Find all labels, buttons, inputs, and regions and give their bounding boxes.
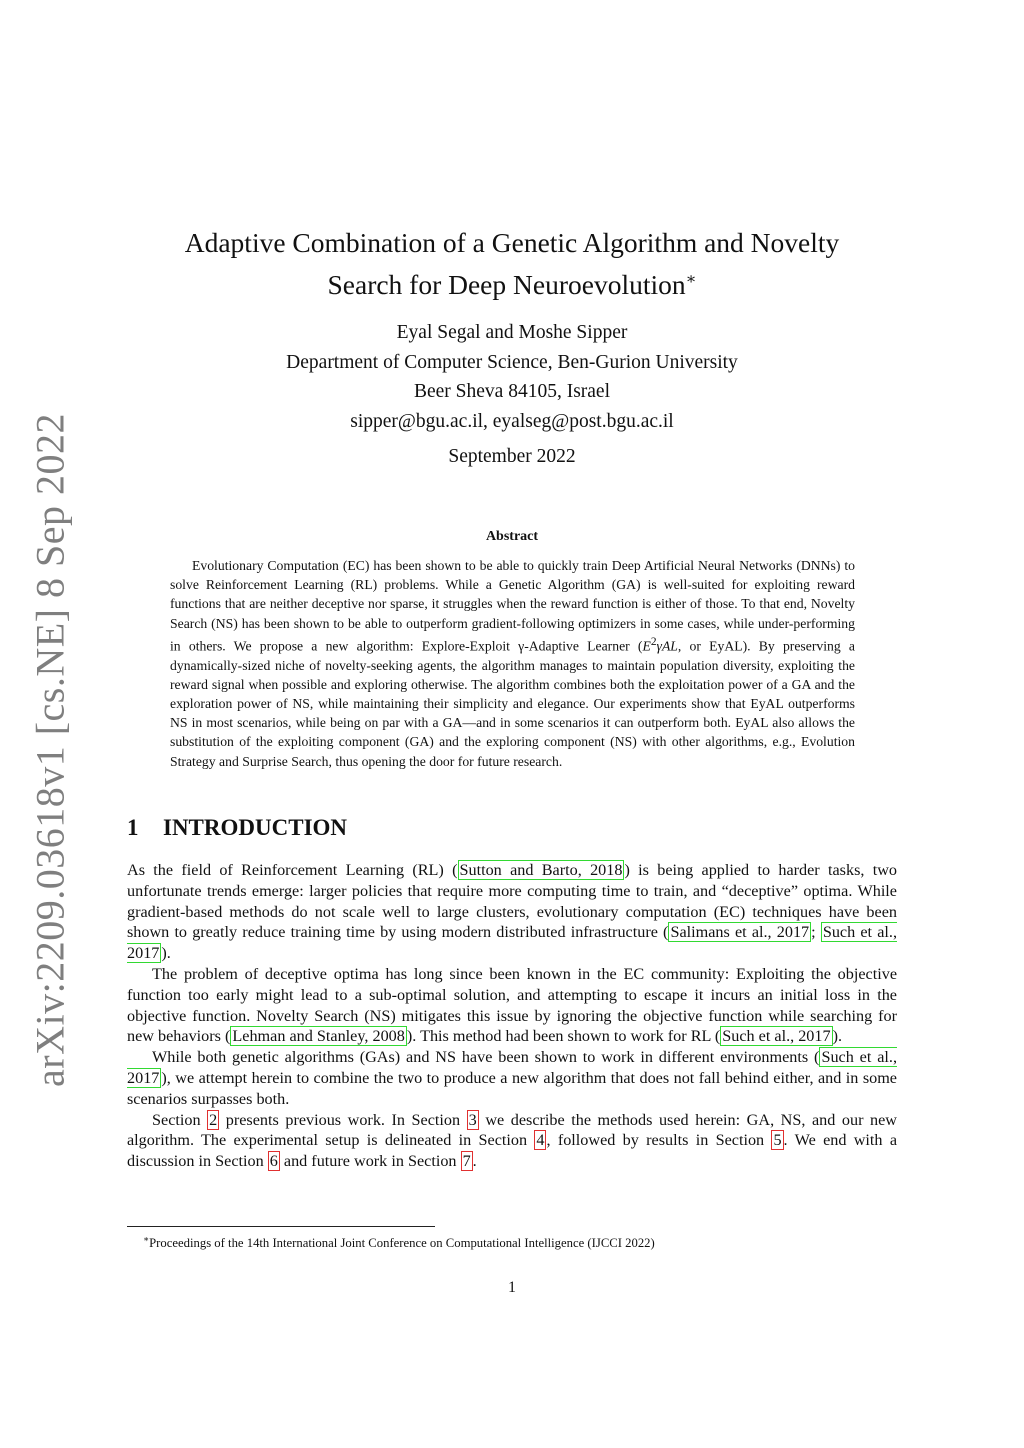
abstract-math-sup: 2 — [650, 635, 657, 648]
intro-paragraph-2 — [127, 964, 897, 1047]
intro-paragraph-4 — [127, 1110, 897, 1172]
section-title: INTRODUCTION — [163, 815, 348, 840]
paper-title — [127, 224, 897, 303]
title-footnote-mark[interactable]: ∗ — [685, 271, 697, 288]
footnote — [143, 1231, 655, 1251]
author-names: Eyal Segal and Moshe Sipper — [396, 322, 628, 343]
text-run: ) is being applied to harder tasks, two unfortunate trends emerge: larger policies that require more computing time to train, and “deceptive” optima. While gradient-based methods do not scale well to large clusters, evolutionary computation (EC) techniques have been shown to greatly reduce training time by using modern distributed infrastructure ( — [127, 861, 897, 942]
author-department: Department of Computer Science, Ben-Gurion University — [286, 351, 738, 373]
text-run: and future work in Section — [279, 1152, 461, 1171]
section-reference-link[interactable]: 7 — [462, 1152, 471, 1171]
citation-link[interactable]: Such et al., 2017 — [722, 1027, 831, 1046]
title-line-2 — [127, 261, 897, 303]
title-line-1: Adaptive Combination of a Genetic Algorithm and Novelty — [184, 227, 840, 258]
section-heading-introduction — [127, 815, 347, 841]
citation-link[interactable]: Such et al., 2017 — [127, 923, 897, 963]
intro-paragraph-1 — [127, 860, 897, 964]
text-run: Section — [152, 1110, 208, 1129]
section-reference-link[interactable]: 5 — [773, 1131, 782, 1150]
footnote-divider — [127, 1226, 435, 1227]
text-run: presents previous work. In Section — [219, 1110, 467, 1129]
title-line-2-text: Search for Deep Neuroevolution — [327, 269, 686, 301]
section-number: 1 — [127, 815, 139, 840]
citation-link[interactable]: Such et al., 2017 — [127, 1048, 897, 1087]
text-run: While both genetic algorithms (GAs) and NS have been shown to work in different environments ( — [152, 1048, 820, 1067]
page-number: 1 — [508, 1279, 516, 1296]
text-run: The problem of deceptive optima has long since been known in the EC community: Exploiting the objective function too early might lead to a sub-optimal solution, and attempting to escape it incurs an initial loss in the objective function. Novelty Search (NS) mitigates this issue by ignoring the objective function while searching for new behaviors ( — [127, 964, 897, 1046]
text-run: ). — [832, 1027, 843, 1046]
citation-link[interactable]: Sutton and Barto, 2018 — [459, 861, 623, 879]
text-run: we describe the methods used herein: GA, NS, and our new algorithm. The experimental setup is delineated in Section — [127, 1110, 897, 1150]
author-emails[interactable]: sipper@bgu.ac.il, eyalseg@post.bgu.ac.il — [350, 410, 674, 432]
footnote-text: Proceedings of the 14th International Joint Conference on Computational Intelligence (IJCCI 2022) — [149, 1236, 655, 1251]
abstract-math-rest: γAL — [656, 638, 678, 654]
author-block — [127, 318, 897, 436]
text-run: , followed by results in Section — [546, 1131, 772, 1150]
footnote-mark: ∗ — [143, 1234, 150, 1244]
intro-paragraph-3 — [127, 1047, 897, 1109]
abstract-text-part-2: , or EyAL). By preserving a dynamically-sized niche of novelty-seeking agents, the algorithm manages to maintain population diversity, exploiting the reward signal when possible and exploring otherwise. The algorithm combines both the exploitation power of a GA and the exploration power of NS, while maintaining their simplicity and elegance. Our experiments show that EyAL outperforms NS in most scenarios, while being on par with a GA—and in some scenarios it can outperform both. EyAL also allows the substitution of the exploiting component (GA) and the exploring component (NS) with other algorithms, e.g., Evolution Strategy and Surprise Search, thus opening the door for future research. — [170, 638, 855, 769]
publication-date: September 2022 — [448, 446, 576, 467]
author-address: Beer Sheva 84105, Israel — [413, 381, 611, 402]
citation-link[interactable]: Salimans et al., 2017 — [670, 923, 810, 942]
text-run: ). This method had been shown to work for RL ( — [406, 1027, 721, 1046]
section-reference-link[interactable]: 6 — [269, 1152, 278, 1171]
section-reference-link[interactable]: 2 — [209, 1110, 218, 1129]
abstract-heading: Abstract — [485, 529, 539, 544]
text-run: ; — [811, 923, 821, 942]
abstract-text — [170, 556, 855, 771]
text-run: ), we attempt herein to combine the two to produce a new algorithm that does not fall behind either, and in some scenarios surpasses both. — [127, 1068, 897, 1108]
text-run: . — [472, 1152, 477, 1171]
abstract-math-e: E — [642, 638, 651, 654]
citation-link[interactable]: Lehman and Stanley, 2008 — [232, 1027, 405, 1046]
section-reference-link[interactable]: 4 — [536, 1131, 545, 1150]
section-reference-link[interactable]: 3 — [468, 1110, 477, 1129]
abstract-text-part-1: Evolutionary Computation (EC) has been shown to be able to quickly train Deep Artificial Neural Networks (DNNs) to solve Reinforcement Learning (RL) problems. While a Genetic Algorithm (GA) is well-suited for exploiting reward functions that are neither deceptive nor sparse, it struggles when the reward function is either of those. To that end, Novelty Search (NS) has been shown to be able to outperform gradient-following optimizers in some cases, while under-performing in others. We propose a new algorithm: Explore-Exploit γ-Adaptive Learner ( — [170, 558, 855, 654]
introduction-body — [127, 860, 897, 1172]
text-run: . We end with a discussion in Section — [127, 1131, 897, 1171]
arxiv-identifier-stamp[interactable]: arXiv:2209.03618v1 [cs.NE] 8 Sep 2022 — [27, 413, 73, 1087]
text-run: As the field of Reinforcement Learning (RL) ( — [127, 861, 458, 879]
text-run: ). — [161, 944, 171, 963]
